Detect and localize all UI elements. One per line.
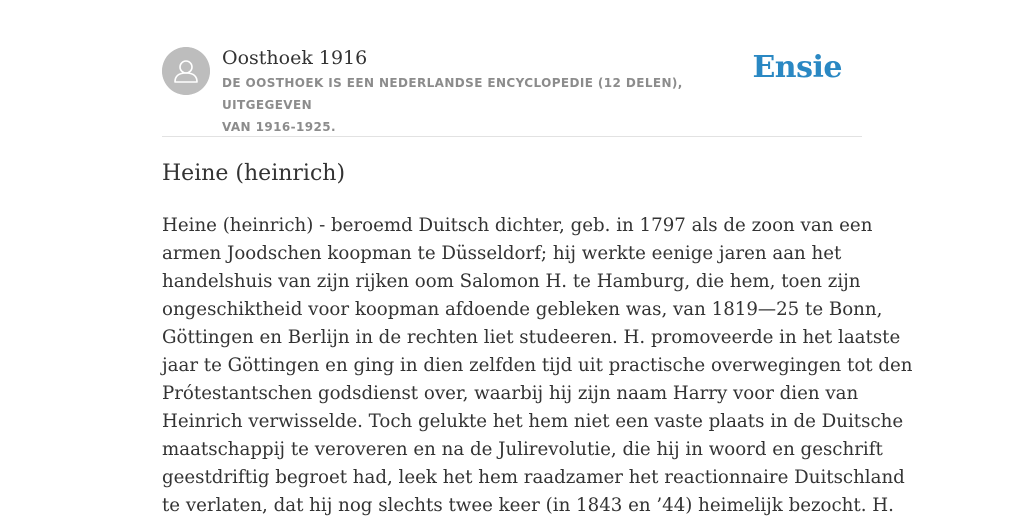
source-info (222, 45, 762, 138)
article-line: geestdriftig begroet had, leek het hem raadzamer het reactionnaire Duitschland (162, 467, 905, 488)
user-silhouette-icon (162, 47, 210, 95)
user-avatar-icon[interactable] (162, 47, 210, 95)
source-description (222, 72, 762, 138)
article-line: Heine (heinrich) - beroemd Duitsch dichter, geb. in 1797 als de zoon van een (162, 215, 873, 236)
article-body (162, 212, 913, 520)
article-title: Heine (heinrich) (162, 161, 346, 186)
article-line: handelshuis van zijn rijken oom Salomon H. te Hamburg, die hem, toen zijn (162, 271, 861, 292)
article-line: te verlaten, dat hij nog slechts twee keer (in 1843 en ’44) heimelijk bezocht. H. (162, 495, 894, 516)
ensie-logo-link[interactable]: Ensie (752, 50, 842, 85)
source-description-line: VAN 1916-1925. (222, 120, 336, 134)
article-line: ongeschiktheid voor koopman afdoende gebleken was, van 1819—25 te Bonn, (162, 299, 883, 320)
source-title[interactable]: Oosthoek 1916 (222, 47, 368, 69)
article-line: Heinrich verwisselde. Toch gelukte het hem niet een vaste plaats in de Duitsche (162, 411, 904, 432)
article-line: Göttingen en Berlijn in de rechten liet studeeren. H. promoveerde in het laatste (162, 327, 901, 348)
article-line: maatschappij te veroveren en na de Julirevolutie, die hij in woord en geschrift (162, 439, 883, 460)
article-line: Prótestantschen godsdienst over, waarbij hij zijn naam Harry voor dien van (162, 383, 859, 404)
source-header (162, 0, 862, 137)
source-description-line: DE OOSTHOEK IS EEN NEDERLANDSE ENCYCLOPEDIE (12 DELEN), UITGEGEVEN (222, 76, 683, 112)
article-line: jaar te Göttingen en ging in dien zelfden tijd uit practische overwegingen tot den (162, 355, 913, 376)
article-line: armen Joodschen koopman te Düsseldorf; hij werkte eenige jaren aan het (162, 243, 842, 264)
page-wrapper (162, 0, 913, 516)
